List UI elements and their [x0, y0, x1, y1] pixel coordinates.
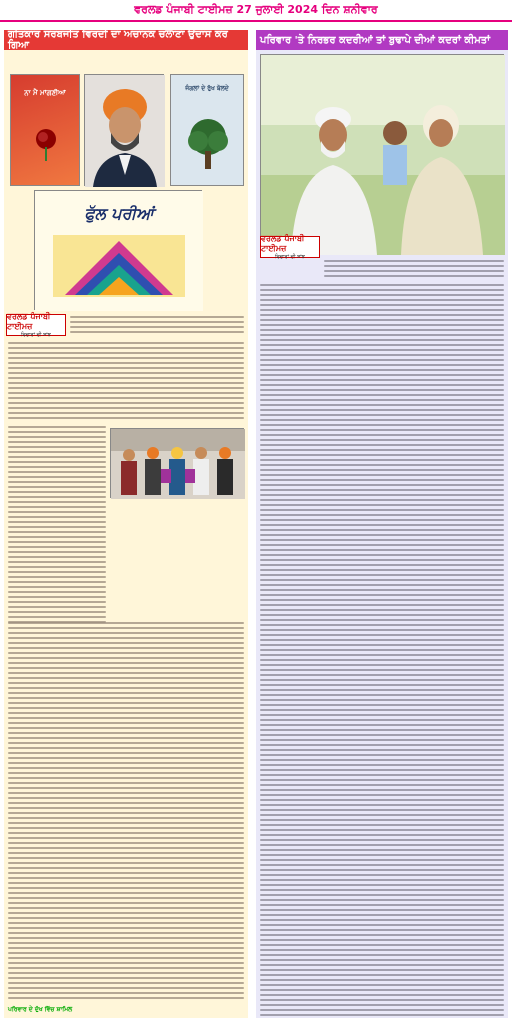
author-portrait [84, 74, 164, 186]
book-1-title: ਨਾ ਮੈਂ ਮਾਂਗਣੀਆਂ [24, 89, 66, 97]
svg-text:ਫੁੱਲ ਪਰੀਆਂ: ਫੁੱਲ ਪਰੀਆਂ [84, 204, 154, 223]
right-headline: ਪਰਿਵਾਰ 'ਤੇ ਨਿਰਭਰ ਕਦਰੀਆਂ ਤਾਂ ਬੁਢਾਪੇ ਦੀਆਂ ਕਦਰਾਂ ਕੀਮਤਾਂ [256, 30, 508, 50]
book-2-title: ਜੰਗਲਾਂ ਦੇ ਰੁੱਖ ਬੋਲਦੇ [185, 85, 229, 92]
masthead [0, 0, 512, 22]
elderly-family-photo [260, 54, 504, 254]
tree-icon [178, 115, 238, 175]
newspaper-logo-left: ਵਰਲਡ ਪੰਜਾਬੀ ਟਾਈਮਜ਼ ਵਿਚਾਰਾਂ ਦੀ ਸਾਂਝ [6, 314, 66, 336]
right-text-block-2 [260, 284, 504, 1018]
left-headline: ਗੀਤਕਾਰ ਸਰਬਜੀਤ ਵਿਰਦੀ ਦਾ ਅਚਾਨਕ ਚਲਾਣਾ ਉਦਾਸ ਕਰ ਗਿਆ [4, 30, 248, 50]
right-text-block-1 [324, 260, 504, 280]
right-article [256, 30, 508, 1018]
masthead-title: ਵਰਲਡ ਪੰਜਾਬੀ ਟਾਈਮਜ਼ 27 ਜੁਲਾਈ 2024 ਦਿਨ ਸ਼ਨੀਵਾਰ [134, 3, 378, 16]
book-cover-1 [10, 74, 80, 186]
left-footer: ਪਰਿਵਾਰ ਦੇ ਦੁੱਖ ਵਿੱਚ ਸ਼ਾਮਿਲ [8, 1006, 73, 1013]
rose-icon [26, 121, 66, 161]
text-block-2 [8, 342, 244, 422]
newspaper-logo-right: ਵਰਲਡ ਪੰਜਾਬੀ ਟਾਈਮਜ਼ ਵਿਚਾਰਾਂ ਦੀ ਸਾਂਝ [260, 236, 320, 258]
book-cover-2 [170, 74, 244, 186]
text-block-1 [70, 316, 244, 336]
book-cover-3 [34, 190, 202, 310]
poem-block [8, 426, 106, 626]
text-block-3 [8, 622, 244, 1002]
book-launch-photo [110, 428, 244, 498]
left-article [4, 30, 248, 1018]
